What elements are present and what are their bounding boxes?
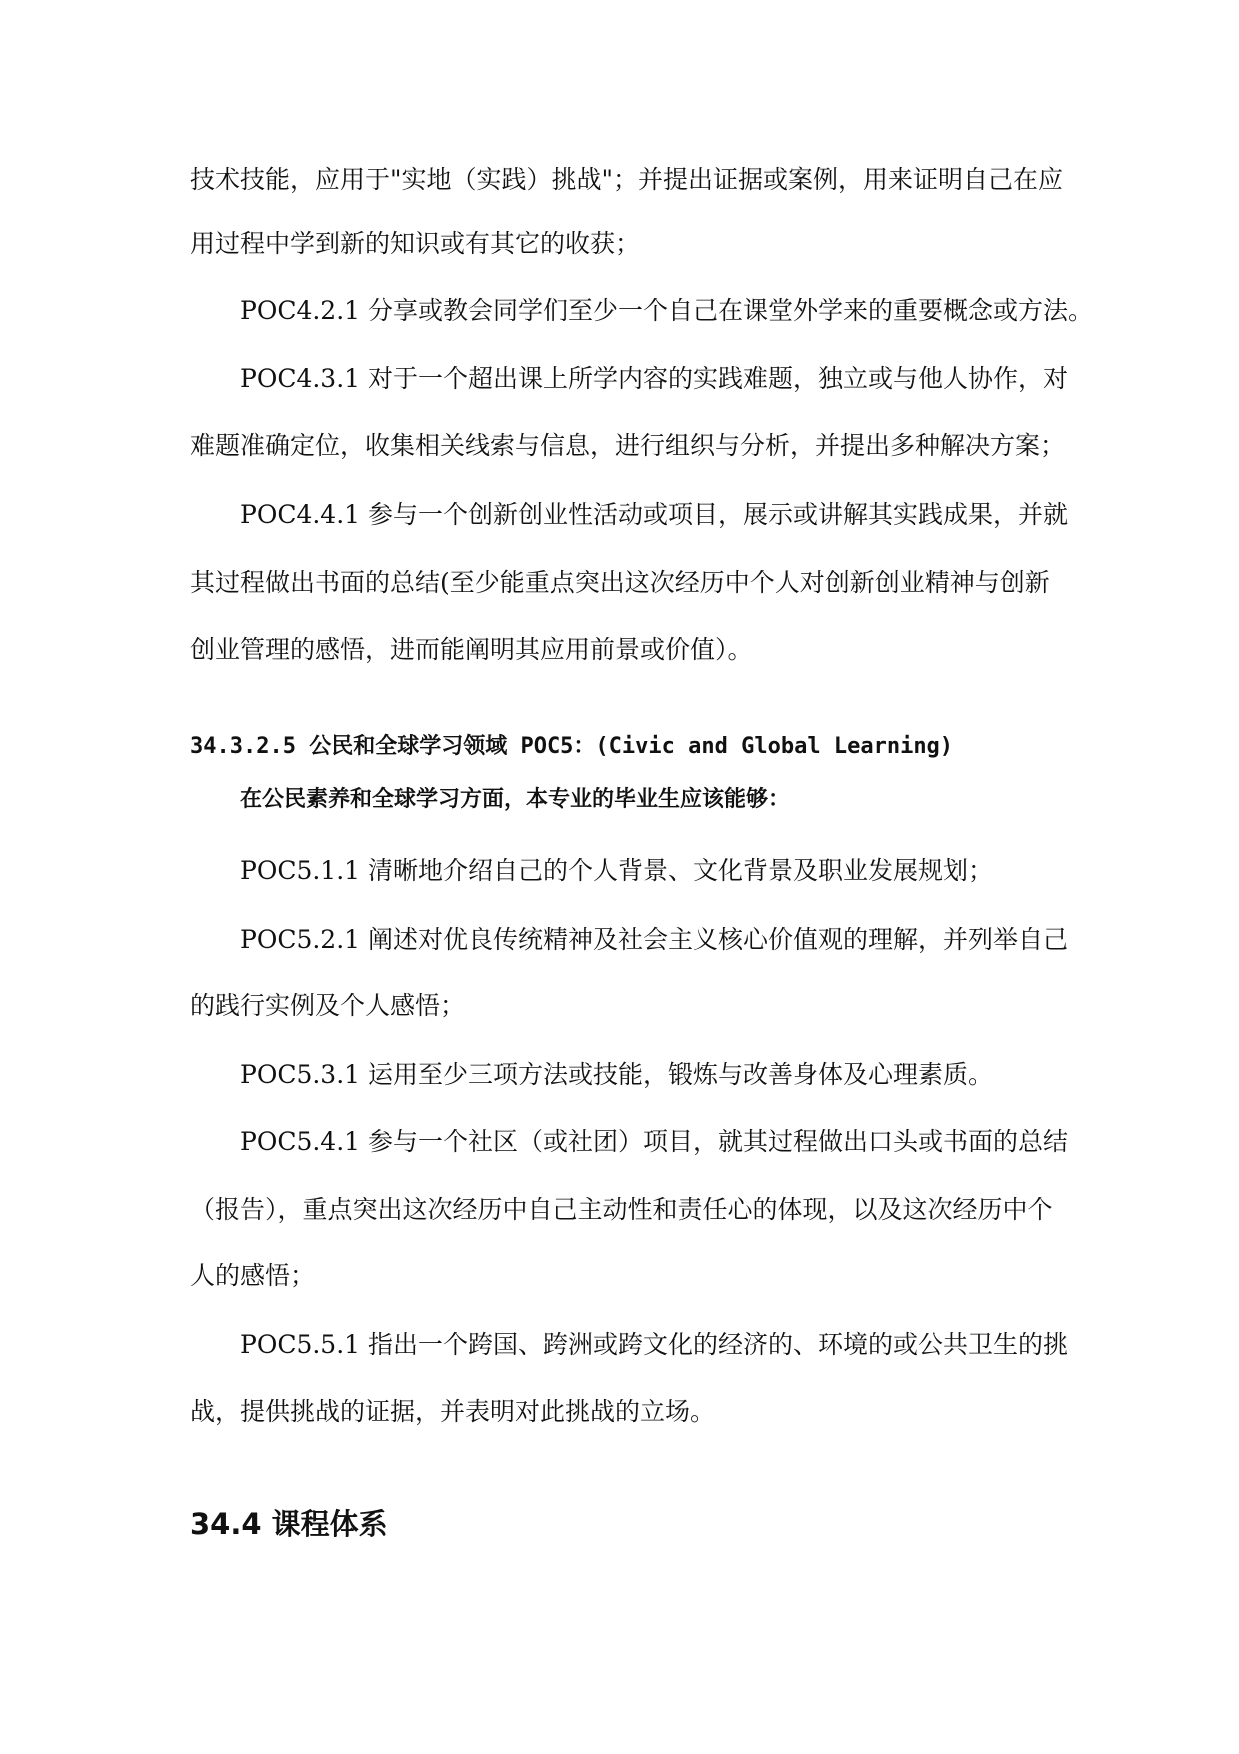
paragraph-line: 技术技能，应用于"实地（实践）挑战"；并提出证据或案例，用来证明自己在应 xyxy=(190,165,1064,194)
paragraph-line: 的践行实例及个人感悟； xyxy=(190,991,466,1020)
paragraph-line: POC4.2.1 分享或教会同学们至少一个自己在课堂外学来的重要概念或方法。 xyxy=(240,296,1094,325)
paragraph-line: 战，提供挑战的证据，并表明对此挑战的立场。 xyxy=(190,1397,716,1426)
paragraph-line: POC5.5.1 指出一个跨国、跨洲或跨文化的经济的、环境的或公共卫生的挑 xyxy=(240,1330,1069,1359)
paragraph-line: 创业管理的感悟，进而能阐明其应用前景或价值）。 xyxy=(190,635,753,664)
paragraph-line: 难题准确定位，收集相关线索与信息，进行组织与分析，并提出多种解决方案； xyxy=(190,431,1066,460)
paragraph-line: POC4.4.1 参与一个创新创业性活动或项目，展示或讲解其实践成果，并就 xyxy=(240,500,1069,529)
paragraph-line: （报告），重点突出这次经历中自己主动性和责任心的体现，以及这次经历中个 xyxy=(190,1195,1053,1224)
paragraph-line: 用过程中学到新的知识或有其它的收获； xyxy=(190,229,641,258)
chapter-heading: 34.4 课程体系 xyxy=(190,1507,388,1541)
paragraph-line: POC5.1.1 清晰地介绍自己的个人背景、文化背景及职业发展规划； xyxy=(240,856,994,885)
paragraph-line: 其过程做出书面的总结(至少能重点突出这次经历中个人对创新创业精神与创新 xyxy=(190,568,1050,597)
section-intro: 在公民素养和全球学习方面，本专业的毕业生应该能够： xyxy=(240,787,791,812)
paragraph-line: POC5.4.1 参与一个社区（或社团）项目，就其过程做出口头或书面的总结 xyxy=(240,1127,1069,1156)
paragraph-line: 人的感悟； xyxy=(190,1261,316,1290)
paragraph-line: POC4.3.1 对于一个超出课上所学内容的实践难题，独立或与他人协作，对 xyxy=(240,364,1069,393)
paragraph-line: POC5.3.1 运用至少三项方法或技能，锻炼与改善身体及心理素质。 xyxy=(240,1060,994,1089)
section-heading: 34.3.2.5 公民和全球学习领域 POC5：(Civic and Global Learning) xyxy=(190,734,954,759)
paragraph-line: POC5.2.1 阐述对优良传统精神及社会主义核心价值观的理解，并列举自己 xyxy=(240,925,1069,954)
